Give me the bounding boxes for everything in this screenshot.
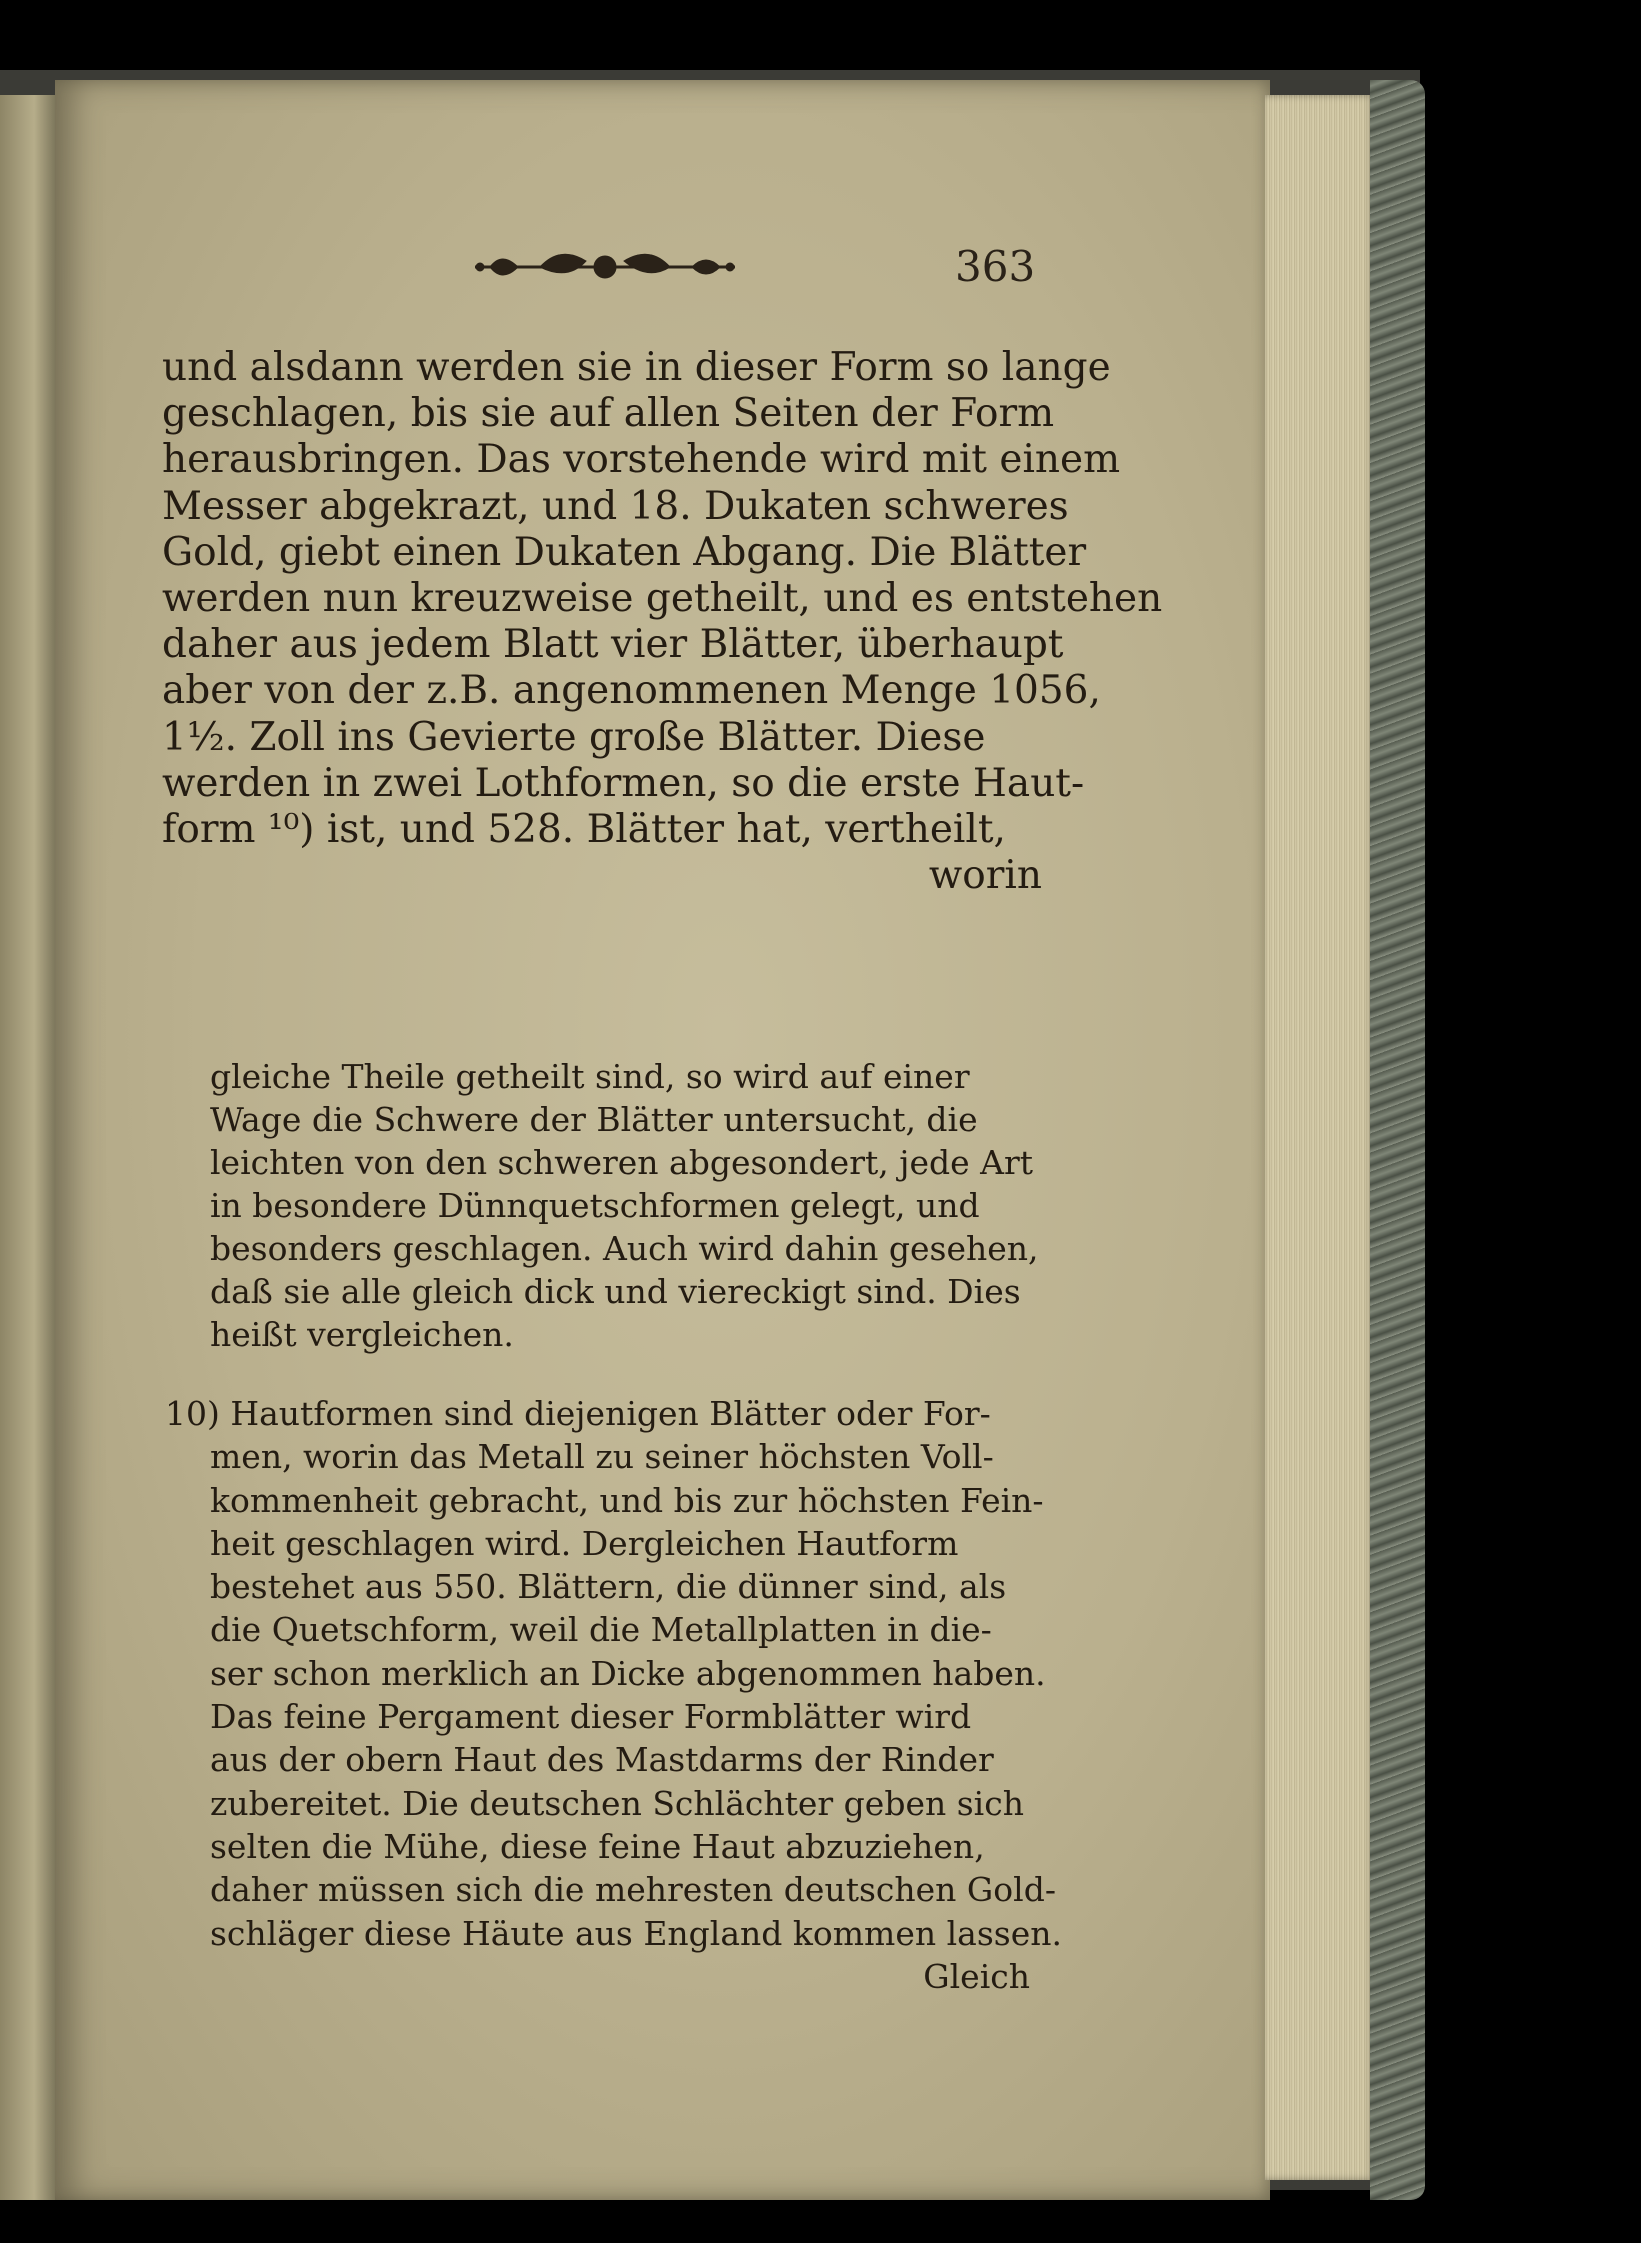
text-line: Gold, giebt einen Dukaten Abgang. Die Blätter [162,529,1087,575]
text-line: daher aus jedem Blatt vier Blätter, überhaupt [162,622,1064,668]
footnote-line: bestehet aus 550. Blättern, die dünner sind, als [210,1567,1007,1607]
text-line: werden in zwei Lothformen, so die erste Haut- [162,760,1085,806]
book-cover [1370,80,1425,2200]
text-line: Messer abgekrazt, und 18. Dukaten schweres [162,483,1069,529]
footnote-line: aus der obern Haut des Mastdarms der Rinder [210,1740,994,1780]
footnote-catchword: Gleich [923,1956,1030,1996]
footnote-line: selten die Mühe, diese feine Haut abzuziehen, [210,1826,985,1866]
footnote-line: ser schon merklich an Dicke abgenommen haben. [210,1653,1046,1693]
footnote-line: daß sie alle gleich dick und viereckigt sind. Dies [210,1272,1021,1311]
footnote-line: heißt vergleichen. [210,1315,514,1354]
page-number: 363 [955,242,1036,291]
footnote-line: kommenheit gebracht, und bis zur höchsten Fein- [210,1480,1044,1520]
catchword: worin [928,853,1042,899]
footnote-continuation [210,1055,1039,1356]
main-text-block [162,345,1163,899]
text-line: herausbringen. Das vorstehende wird mit einem [162,437,1121,483]
footnote-line: schläger diese Häute aus England kommen lassen. [210,1913,1062,1953]
footnote-line: leichten von den schweren abgesondert, jede Art [210,1143,1034,1182]
footnote-line: besonders geschlagen. Auch wird dahin gesehen, [210,1229,1039,1268]
footnote-line: die Quetschform, weil die Metallplatten in die- [210,1610,992,1650]
footnote-line: daher müssen sich die mehresten deutschen Gold- [210,1870,1056,1910]
text-line: aber von der z.B. angenommenen Menge 1056, [162,668,1101,714]
page-block-edges [1265,95,1375,2180]
text-line: form ¹⁰) ist, und 528. Blätter hat, vertheilt, [162,806,1006,852]
footnote-line: heit geschlagen wird. Dergleichen Hautform [210,1523,959,1563]
text-line: geschlagen, bis sie auf allen Seiten der Form [162,391,1055,437]
footnote-line: zubereitet. Die deutschen Schlächter geben sich [210,1783,1024,1823]
footnote-line: Das feine Pergament dieser Formblätter wird [210,1697,972,1737]
footnote-line: Wage die Schwere der Blätter untersucht, die [210,1100,978,1139]
footnote-line: gleiche Theile getheilt sind, so wird auf einer [210,1057,970,1096]
footnote-line: in besondere Dünnquetschformen gelegt, und [210,1186,980,1225]
footnote-10 [165,1392,1062,1998]
footnote-line: 10) Hautformen sind diejenigen Blätter oder For- [165,1394,991,1433]
footnote-line: men, worin das Metall zu seiner höchsten Voll- [210,1437,994,1477]
header-ornament [470,243,740,291]
text-line: 1½. Zoll ins Gevierte große Blätter. Diese [162,714,986,760]
text-line: und alsdann werden sie in dieser Form so lange [162,345,1111,390]
text-line: werden nun kreuzweise getheilt, und es entstehen [162,575,1163,621]
left-page-edge [0,95,62,2200]
